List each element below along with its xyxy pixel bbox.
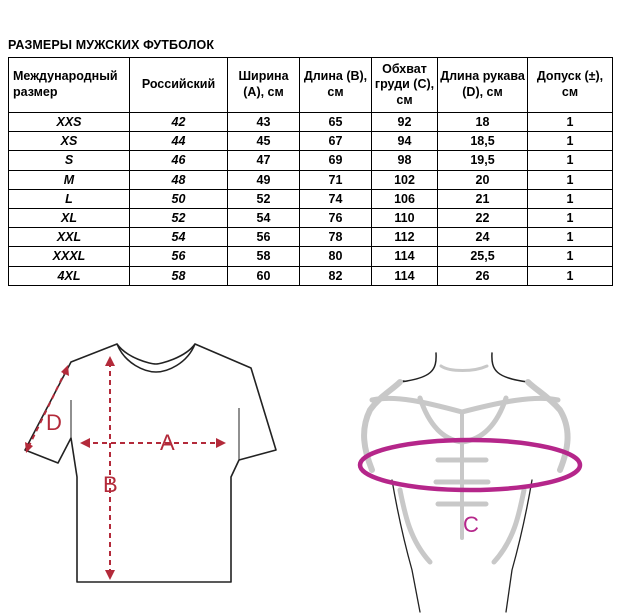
size-table-body xyxy=(9,113,613,286)
label-a: A xyxy=(160,430,175,455)
table-row xyxy=(9,132,613,151)
cell-length: 69 xyxy=(300,151,372,170)
cell-sleeve: 19,5 xyxy=(438,151,528,170)
size-table xyxy=(8,57,613,286)
tshirt-drawing xyxy=(25,344,276,582)
cell-width: 52 xyxy=(228,189,300,208)
header-chest: Обхват груди (С), см xyxy=(372,58,438,113)
cell-length: 82 xyxy=(300,266,372,285)
table-row xyxy=(9,247,613,266)
table-row xyxy=(9,170,613,189)
table-row xyxy=(9,208,613,227)
header-intl-size: Международный размер xyxy=(9,58,130,113)
cell-chest: 102 xyxy=(372,170,438,189)
cell-length: 80 xyxy=(300,247,372,266)
header-tolerance: Допуск (±), см xyxy=(528,58,613,113)
cell-tolerance: 1 xyxy=(528,266,613,285)
cell-sleeve: 18 xyxy=(438,113,528,132)
cell-width: 54 xyxy=(228,208,300,227)
label-d: D xyxy=(46,410,62,435)
cell-chest: 114 xyxy=(372,247,438,266)
cell-width: 49 xyxy=(228,170,300,189)
cell-length: 67 xyxy=(300,132,372,151)
cell-tolerance: 1 xyxy=(528,208,613,227)
cell-sleeve: 25,5 xyxy=(438,247,528,266)
cell-chest: 92 xyxy=(372,113,438,132)
cell-chest: 94 xyxy=(372,132,438,151)
cell-length: 78 xyxy=(300,228,372,247)
cell-chest: 106 xyxy=(372,189,438,208)
cell-russian-size: 48 xyxy=(130,170,228,189)
cell-tolerance: 1 xyxy=(528,132,613,151)
cell-russian-size: 54 xyxy=(130,228,228,247)
header-width: Ширина (А), см xyxy=(228,58,300,113)
cell-russian-size: 56 xyxy=(130,247,228,266)
cell-tolerance: 1 xyxy=(528,228,613,247)
table-row xyxy=(9,189,613,208)
cell-russian-size: 46 xyxy=(130,151,228,170)
cell-russian-size: 42 xyxy=(130,113,228,132)
cell-russian-size: 50 xyxy=(130,189,228,208)
cell-tolerance: 1 xyxy=(528,189,613,208)
header-russian-size: Российский xyxy=(130,58,228,113)
header-length: Длина (В), см xyxy=(300,58,372,113)
cell-chest: 112 xyxy=(372,228,438,247)
cell-width: 58 xyxy=(228,247,300,266)
cell-sleeve: 18,5 xyxy=(438,132,528,151)
cell-sleeve: 22 xyxy=(438,208,528,227)
cell-tolerance: 1 xyxy=(528,247,613,266)
cell-chest: 114 xyxy=(372,266,438,285)
cell-width: 45 xyxy=(228,132,300,151)
cell-length: 71 xyxy=(300,170,372,189)
cell-intl-size: L xyxy=(9,189,130,208)
cell-intl-size: XXS xyxy=(9,113,130,132)
cell-chest: 110 xyxy=(372,208,438,227)
cell-chest: 98 xyxy=(372,151,438,170)
cell-tolerance: 1 xyxy=(528,170,613,189)
cell-russian-size: 52 xyxy=(130,208,228,227)
cell-width: 47 xyxy=(228,151,300,170)
cell-length: 76 xyxy=(300,208,372,227)
header-sleeve: Длина рукава (D), см xyxy=(438,58,528,113)
cell-width: 56 xyxy=(228,228,300,247)
cell-intl-size: S xyxy=(9,151,130,170)
cell-tolerance: 1 xyxy=(528,113,613,132)
label-b: B xyxy=(103,472,118,497)
cell-russian-size: 58 xyxy=(130,266,228,285)
cell-tolerance: 1 xyxy=(528,151,613,170)
table-row xyxy=(9,151,613,170)
cell-russian-size: 44 xyxy=(130,132,228,151)
cell-sleeve: 21 xyxy=(438,189,528,208)
cell-length: 65 xyxy=(300,113,372,132)
label-c: C xyxy=(463,512,479,537)
cell-intl-size: M xyxy=(9,170,130,189)
cell-sleeve: 26 xyxy=(438,266,528,285)
table-row xyxy=(9,113,613,132)
table-row xyxy=(9,266,613,285)
cell-intl-size: 4XL xyxy=(9,266,130,285)
page-title: РАЗМЕРЫ МУЖСКИХ ФУТБОЛОК xyxy=(8,38,215,52)
table-row xyxy=(9,228,613,247)
cell-intl-size: XXL xyxy=(9,228,130,247)
cell-intl-size: XS xyxy=(9,132,130,151)
cell-length: 74 xyxy=(300,189,372,208)
cell-sleeve: 20 xyxy=(438,170,528,189)
measurement-diagram xyxy=(0,300,637,614)
cell-intl-size: XXXL xyxy=(9,247,130,266)
table-header-row xyxy=(9,58,613,113)
cell-intl-size: XL xyxy=(9,208,130,227)
cell-sleeve: 24 xyxy=(438,228,528,247)
measure-lines xyxy=(25,356,226,580)
cell-width: 60 xyxy=(228,266,300,285)
cell-width: 43 xyxy=(228,113,300,132)
